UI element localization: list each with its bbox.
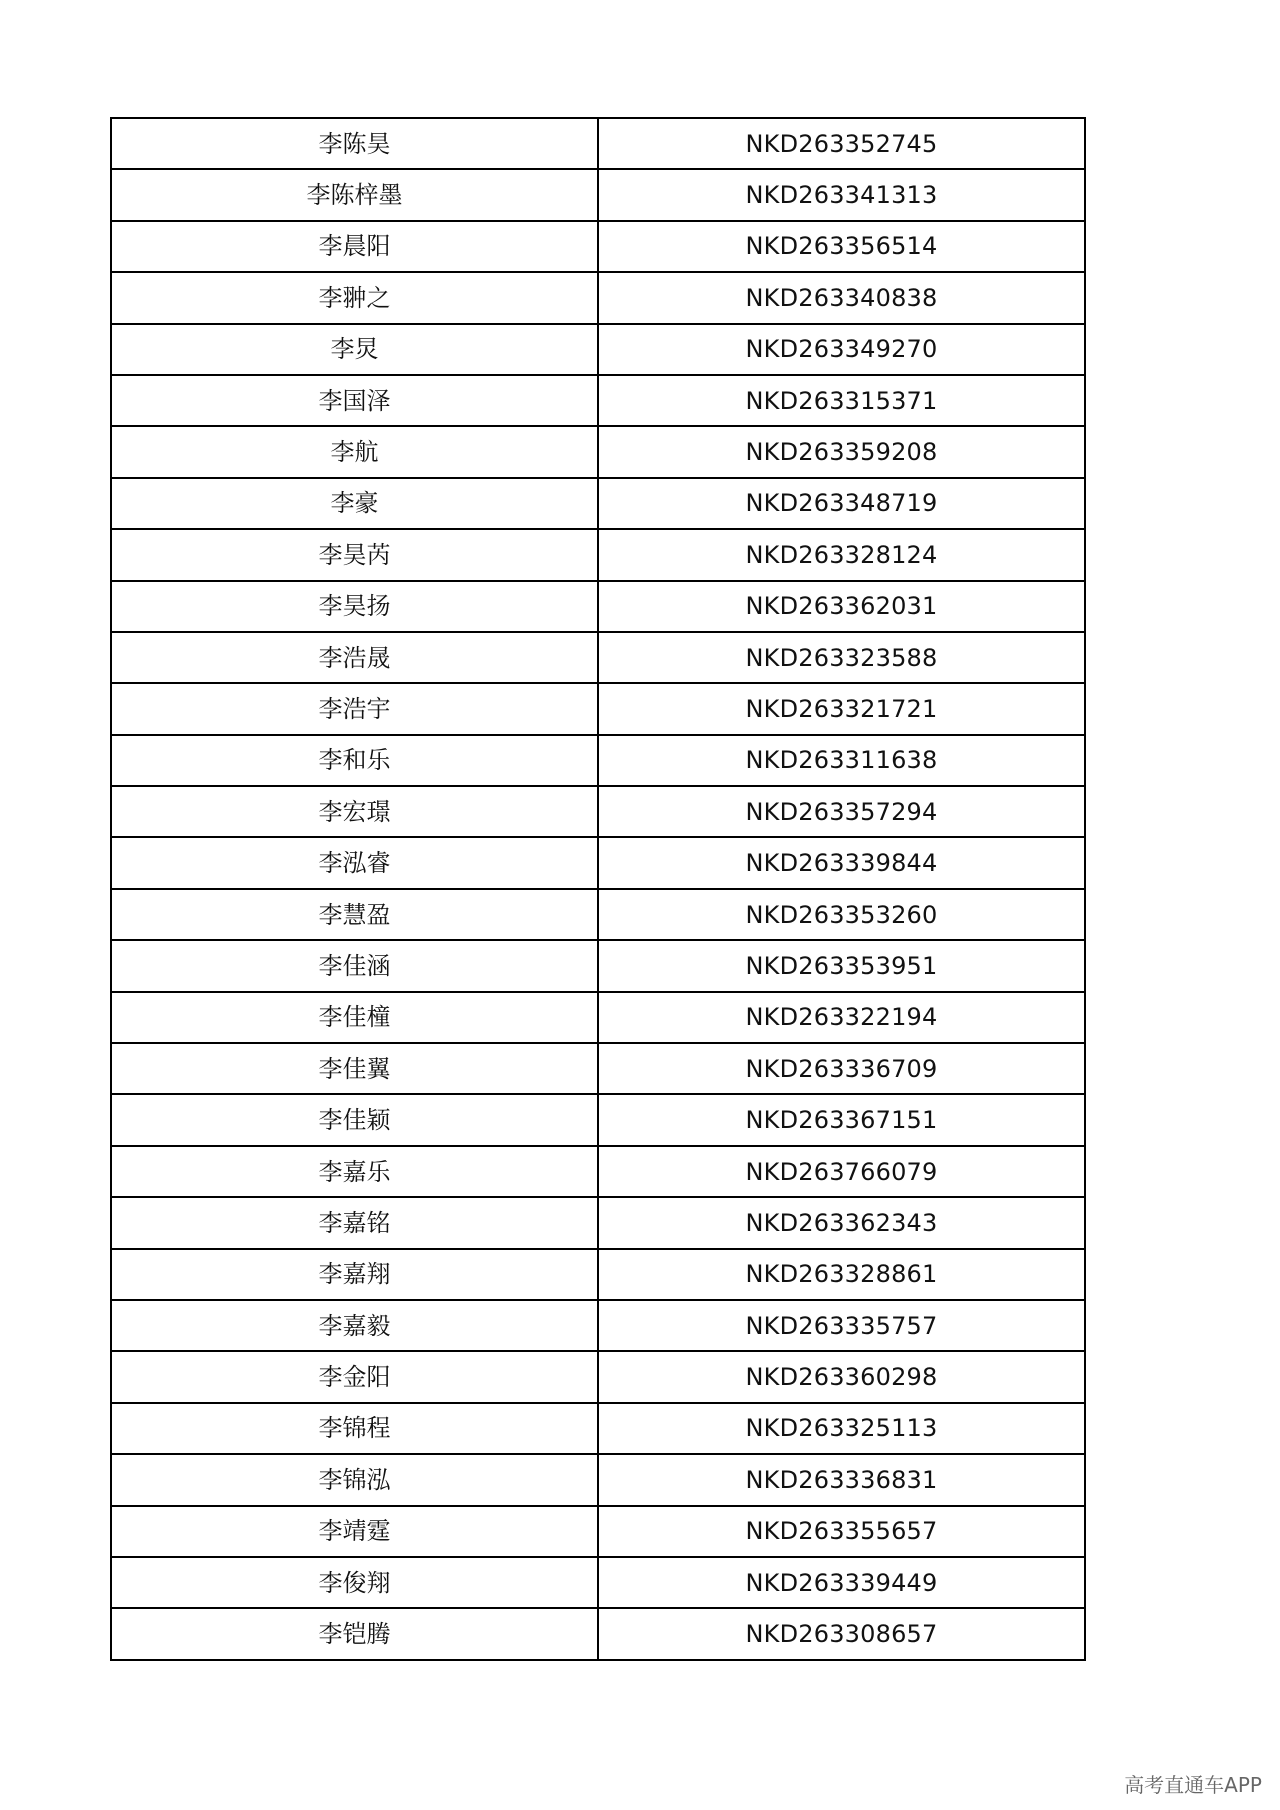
name-cell: 李金阳 [111, 1351, 598, 1402]
id-cell: NKD263348719 [598, 478, 1085, 529]
table-row [111, 1043, 1085, 1094]
name-cell: 李宏璟 [111, 786, 598, 837]
name-cell: 李和乐 [111, 735, 598, 786]
id-cell: NKD263315371 [598, 375, 1085, 426]
id-cell: NKD263311638 [598, 735, 1085, 786]
table-row [111, 1557, 1085, 1608]
table-row [111, 1403, 1085, 1454]
table-row [111, 221, 1085, 272]
table-row [111, 1249, 1085, 1300]
table-row [111, 1300, 1085, 1351]
name-cell: 李陈昊 [111, 118, 598, 169]
name-cell: 李浩晟 [111, 632, 598, 683]
name-cell: 李泓睿 [111, 837, 598, 888]
name-cell: 李佳颖 [111, 1094, 598, 1145]
name-cell: 李锦程 [111, 1403, 598, 1454]
id-cell: NKD263362343 [598, 1197, 1085, 1248]
table-row [111, 1506, 1085, 1557]
name-cell: 李佳翼 [111, 1043, 598, 1094]
table-row [111, 940, 1085, 991]
table-row [111, 1094, 1085, 1145]
name-cell: 李慧盈 [111, 889, 598, 940]
id-cell: NKD263308657 [598, 1608, 1085, 1659]
name-cell: 李佳橦 [111, 992, 598, 1043]
id-cell: NKD263360298 [598, 1351, 1085, 1402]
table-row [111, 992, 1085, 1043]
table-row [111, 426, 1085, 477]
id-cell: NKD263349270 [598, 324, 1085, 375]
name-cell: 李昊扬 [111, 581, 598, 632]
name-cell: 李佳涵 [111, 940, 598, 991]
id-cell: NKD263328124 [598, 529, 1085, 580]
id-cell: NKD263328861 [598, 1249, 1085, 1300]
id-cell: NKD263357294 [598, 786, 1085, 837]
id-cell: NKD263336831 [598, 1454, 1085, 1505]
id-cell: NKD263355657 [598, 1506, 1085, 1557]
table-row [111, 889, 1085, 940]
table-row [111, 272, 1085, 323]
id-cell: NKD263367151 [598, 1094, 1085, 1145]
table-row [111, 478, 1085, 529]
name-cell: 李浩宇 [111, 683, 598, 734]
table-row [111, 118, 1085, 169]
table-row [111, 324, 1085, 375]
table-row [111, 375, 1085, 426]
name-cell: 李晨阳 [111, 221, 598, 272]
id-cell: NKD263362031 [598, 581, 1085, 632]
name-cell: 李靖霆 [111, 1506, 598, 1557]
id-cell: NKD263339844 [598, 837, 1085, 888]
id-cell: NKD263353951 [598, 940, 1085, 991]
id-cell: NKD263352745 [598, 118, 1085, 169]
table-row [111, 1146, 1085, 1197]
table-row [111, 169, 1085, 220]
id-cell: NKD263359208 [598, 426, 1085, 477]
table-row [111, 632, 1085, 683]
table-row [111, 1351, 1085, 1402]
name-cell: 李国泽 [111, 375, 598, 426]
roster-table-body [111, 118, 1085, 1660]
id-cell: NKD263353260 [598, 889, 1085, 940]
name-cell: 李陈梓墨 [111, 169, 598, 220]
name-cell: 李豪 [111, 478, 598, 529]
name-cell: 李嘉翔 [111, 1249, 598, 1300]
id-cell: NKD263323588 [598, 632, 1085, 683]
id-cell: NKD263339449 [598, 1557, 1085, 1608]
roster-table [110, 117, 1086, 1661]
table-row [111, 837, 1085, 888]
table-row [111, 1197, 1085, 1248]
table-row [111, 581, 1085, 632]
name-cell: 李锦泓 [111, 1454, 598, 1505]
id-cell: NKD263356514 [598, 221, 1085, 272]
name-cell: 李翀之 [111, 272, 598, 323]
id-cell: NKD263336709 [598, 1043, 1085, 1094]
name-cell: 李昊芮 [111, 529, 598, 580]
id-cell: NKD263325113 [598, 1403, 1085, 1454]
name-cell: 李航 [111, 426, 598, 477]
watermark-text: 高考直通车APP [1124, 1773, 1262, 1797]
id-cell: NKD263766079 [598, 1146, 1085, 1197]
name-cell: 李俊翔 [111, 1557, 598, 1608]
id-cell: NKD263340838 [598, 272, 1085, 323]
name-cell: 李嘉铭 [111, 1197, 598, 1248]
table-row [111, 683, 1085, 734]
table-row [111, 786, 1085, 837]
name-cell: 李铠腾 [111, 1608, 598, 1659]
id-cell: NKD263335757 [598, 1300, 1085, 1351]
table-row [111, 735, 1085, 786]
table-row [111, 1608, 1085, 1659]
table-row [111, 529, 1085, 580]
table-row [111, 1454, 1085, 1505]
name-cell: 李嘉毅 [111, 1300, 598, 1351]
name-cell: 李嘉乐 [111, 1146, 598, 1197]
id-cell: NKD263341313 [598, 169, 1085, 220]
id-cell: NKD263322194 [598, 992, 1085, 1043]
name-cell: 李炅 [111, 324, 598, 375]
id-cell: NKD263321721 [598, 683, 1085, 734]
